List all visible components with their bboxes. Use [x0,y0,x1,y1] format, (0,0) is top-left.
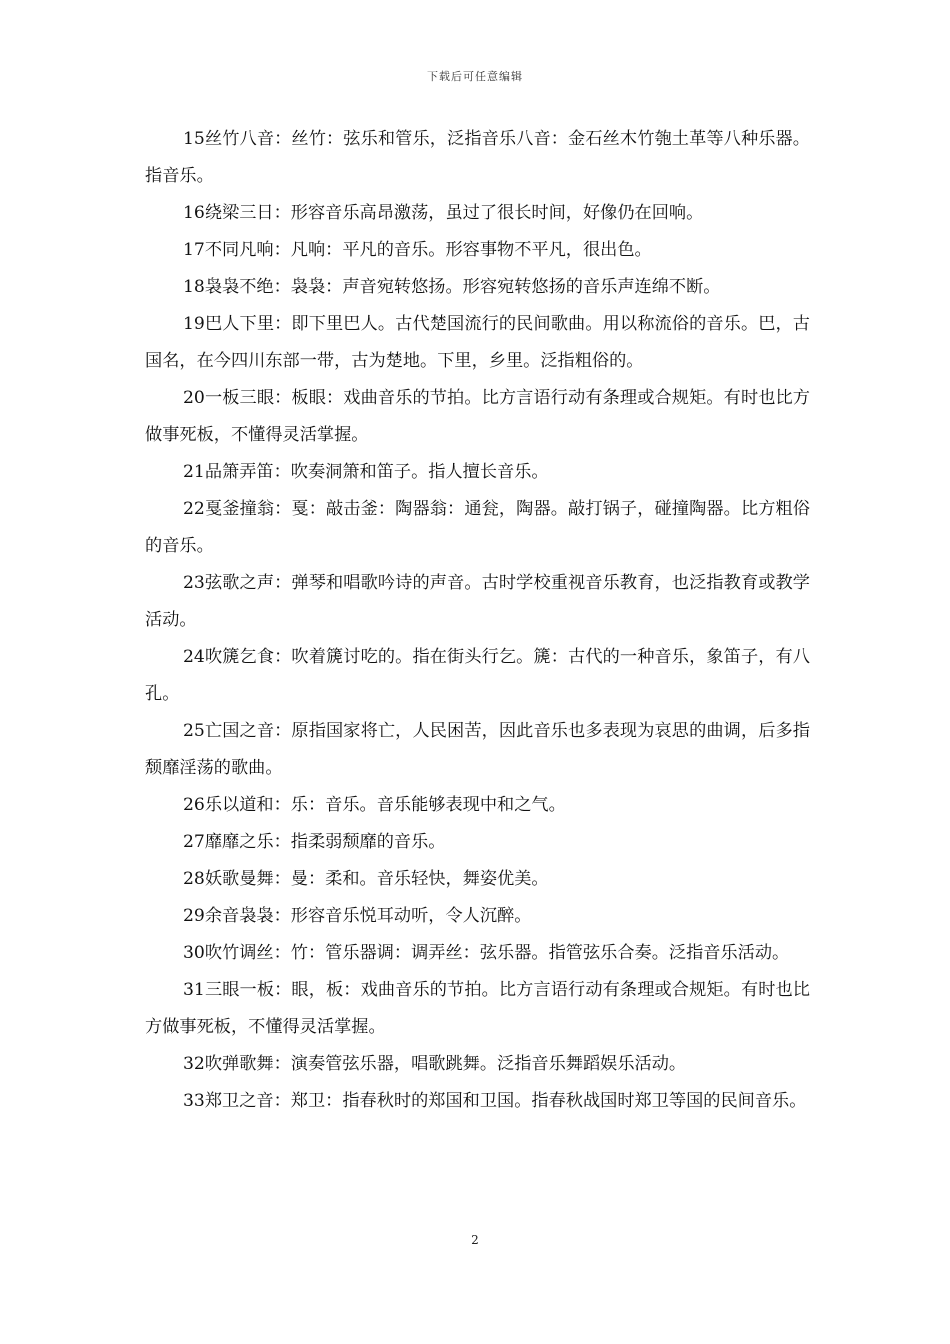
idiom-entry: 22戛釜撞翁：戛：敲击釜：陶器翁：通瓮，陶器。敲打锅子，碰撞陶器。比方粗俗的音乐。 [145,499,810,556]
idiom-entry: 30吹竹调丝：竹：管乐器调：调弄丝：弦乐器。指管弦乐合奏。泛指音乐活动。 [183,943,790,963]
idiom-entry: 23弦歌之声：弹琴和唱歌吟诗的声音。古时学校重视音乐教育，也泛指教育或教学活动。 [145,573,810,630]
idiom-entry: 33郑卫之音：郑卫：指春秋时的郑国和卫国。指春秋战国时郑卫等国的民间音乐。 [183,1091,807,1111]
idiom-list [145,121,810,1120]
idiom-entry: 21品箫弄笛：吹奏洞箫和笛子。指人擅长音乐。 [183,462,549,482]
idiom-entry: 18袅袅不绝：袅袅：声音宛转悠扬。形容宛转悠扬的音乐声连绵不断。 [183,277,721,297]
idiom-entry: 17不同凡响：凡响：平凡的音乐。形容事物不平凡，很出色。 [183,240,652,260]
idiom-entry: 25亡国之音：原指国家将亡，人民困苦，因此音乐也多表现为哀思的曲调，后多指颓靡淫荡的歌曲。 [145,721,810,778]
page-header: 下载后可任意编辑 [427,70,523,83]
idiom-entry: 32吹弹歌舞：演奏管弦乐器，唱歌跳舞。泛指音乐舞蹈娱乐活动。 [183,1054,687,1074]
page-number: 2 [471,1233,479,1247]
idiom-entry: 15丝竹八音：丝竹：弦乐和管乐，泛指音乐八音：金石丝木竹匏土革等八种乐器。指音乐。 [145,129,810,186]
idiom-entry: 20一板三眼：板眼：戏曲音乐的节拍。比方言语行动有条理或合规矩。有时也比方做事死板，不懂得灵活掌握。 [145,388,810,445]
idiom-entry: 24吹篪乞食：吹着篪讨吃的。指在街头行乞。篪：古代的一种音乐，象笛子，有八孔。 [145,647,810,704]
idiom-entry: 16绕梁三日：形容音乐高昂激荡，虽过了很长时间，好像仍在回响。 [183,203,704,223]
idiom-entry: 27靡靡之乐：指柔弱颓靡的音乐。 [183,832,446,852]
idiom-entry: 19巴人下里：即下里巴人。古代楚国流行的民间歌曲。用以称流俗的音乐。巴，古国名，在今四川东部一带，古为楚地。下里，乡里。泛指粗俗的。 [145,314,810,371]
idiom-entry: 26乐以道和：乐：音乐。音乐能够表现中和之气。 [183,795,566,815]
idiom-entry: 31三眼一板：眼，板：戏曲音乐的节拍。比方言语行动有条理或合规矩。有时也比方做事死板，不懂得灵活掌握。 [145,980,810,1037]
idiom-entry: 29余音袅袅：形容音乐悦耳动听，令人沉醉。 [183,906,532,926]
idiom-entry: 28妖歌曼舞：曼：柔和。音乐轻快，舞姿优美。 [183,869,549,889]
